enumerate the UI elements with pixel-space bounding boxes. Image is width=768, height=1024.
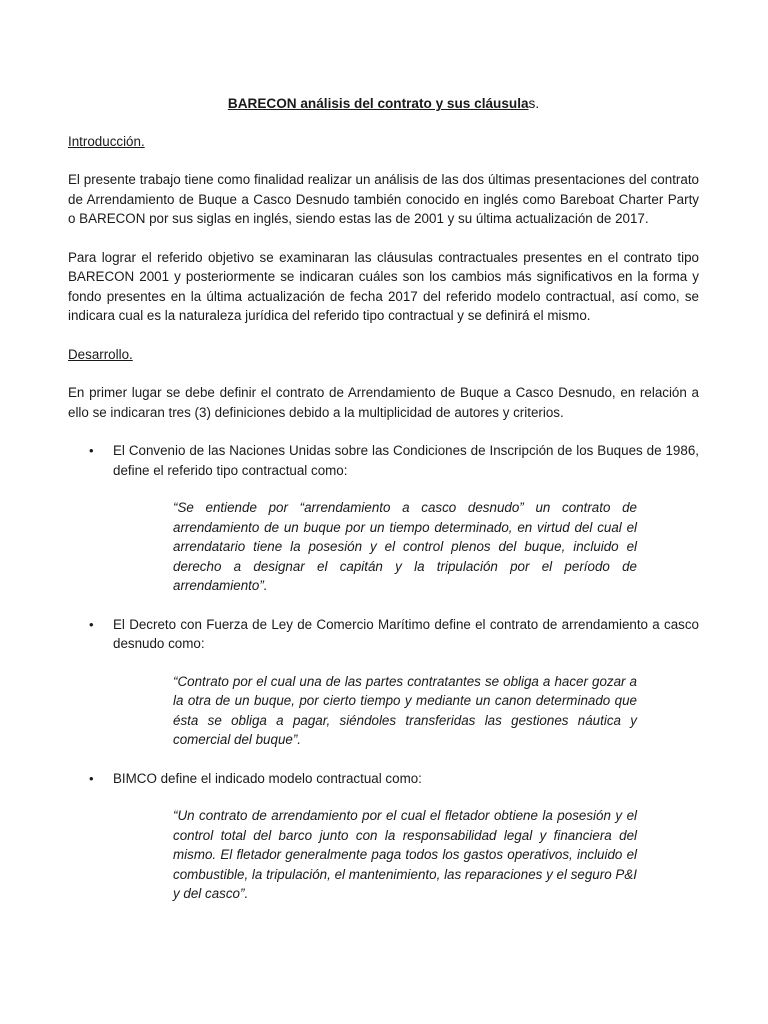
title-tail: s. — [528, 96, 540, 111]
definition-lead: BIMCO define el indicado modelo contractual como: — [113, 770, 422, 786]
document-page — [68, 94, 699, 923]
list-item — [68, 769, 699, 904]
title-main: BARECON análisis del contrato y sus cláusula — [227, 96, 529, 111]
definition-lead: El Decreto con Fuerza de Ley de Comercio Marítimo define el contrato de arrendamiento a casco desnudo como: — [113, 616, 699, 651]
list-item — [68, 441, 699, 596]
definitions-list — [68, 441, 699, 904]
development-heading: Desarrollo. — [68, 346, 133, 362]
definition-quote: “Contrato por el cual una de las partes contratantes se obliga a hacer gozar a la otra de un buque, por cierto tiempo y mediante un canon determinado que ésta se obliga a pagar, siéndoles transferidas las gestiones náutica y comercial del buque”. — [173, 673, 637, 747]
document-title — [68, 94, 699, 114]
bullet-icon: • — [89, 616, 94, 632]
bullet-icon: • — [89, 770, 94, 786]
intro-paragraph-2: Para lograr el referido objetivo se examinaran las cláusulas contractuales presentes en el contrato tipo BARECON 2001 y posteriormente se indicaran cuáles son los cambios más significativos en la forma y fondo presentes en la última actualización de fecha 2017 del referido modelo contractual, así como, se indicara cual es la naturaleza jurídica del referido tipo contractual y se definirá el mismo. — [68, 249, 699, 323]
intro-paragraph-1: El presente trabajo tiene como finalidad realizar un análisis de las dos últimas presentaciones del contrato de Arrendamiento de Buque a Casco Desnudo también conocido en inglés como Bareboat Charter Party o BARECON por sus siglas en inglés, siendo estas las de 2001 y su última actualización de 2017. — [68, 172, 699, 226]
definition-lead: El Convenio de las Naciones Unidas sobre las Condiciones de Inscripción de los Buques de 1986, define el referido tipo contractual como: — [113, 443, 699, 478]
definition-quote: “Se entiende por “arrendamiento a casco desnudo” un contrato de arrendamiento de un buque por un tiempo determinado, en virtud del cual el arrendatario tiene la posesión y el control plenos del buque, incluido el derecho a designar el capitán y la tripulación por el período de arrendamiento”. — [173, 500, 637, 593]
bullet-icon: • — [89, 443, 94, 458]
list-item — [68, 615, 699, 750]
intro-heading: Introducción. — [68, 133, 145, 149]
development-paragraph-1: En primer lugar se debe definir el contrato de Arrendamiento de Buque a Casco Desnudo, en relación a ello se indicaran tres (3) definiciones debido a la multiplicidad de autores y criterios. — [68, 385, 699, 420]
definition-quote: “Un contrato de arrendamiento por el cual el fletador obtiene la posesión y el control total del barco junto con la responsabilidad legal y financiera del mismo. El fletador generalmente paga todos los gastos operativos, incluido el combustible, la tripulación, el mantenimiento, las reparaciones y el seguro P&I y del casco”. — [173, 808, 637, 901]
